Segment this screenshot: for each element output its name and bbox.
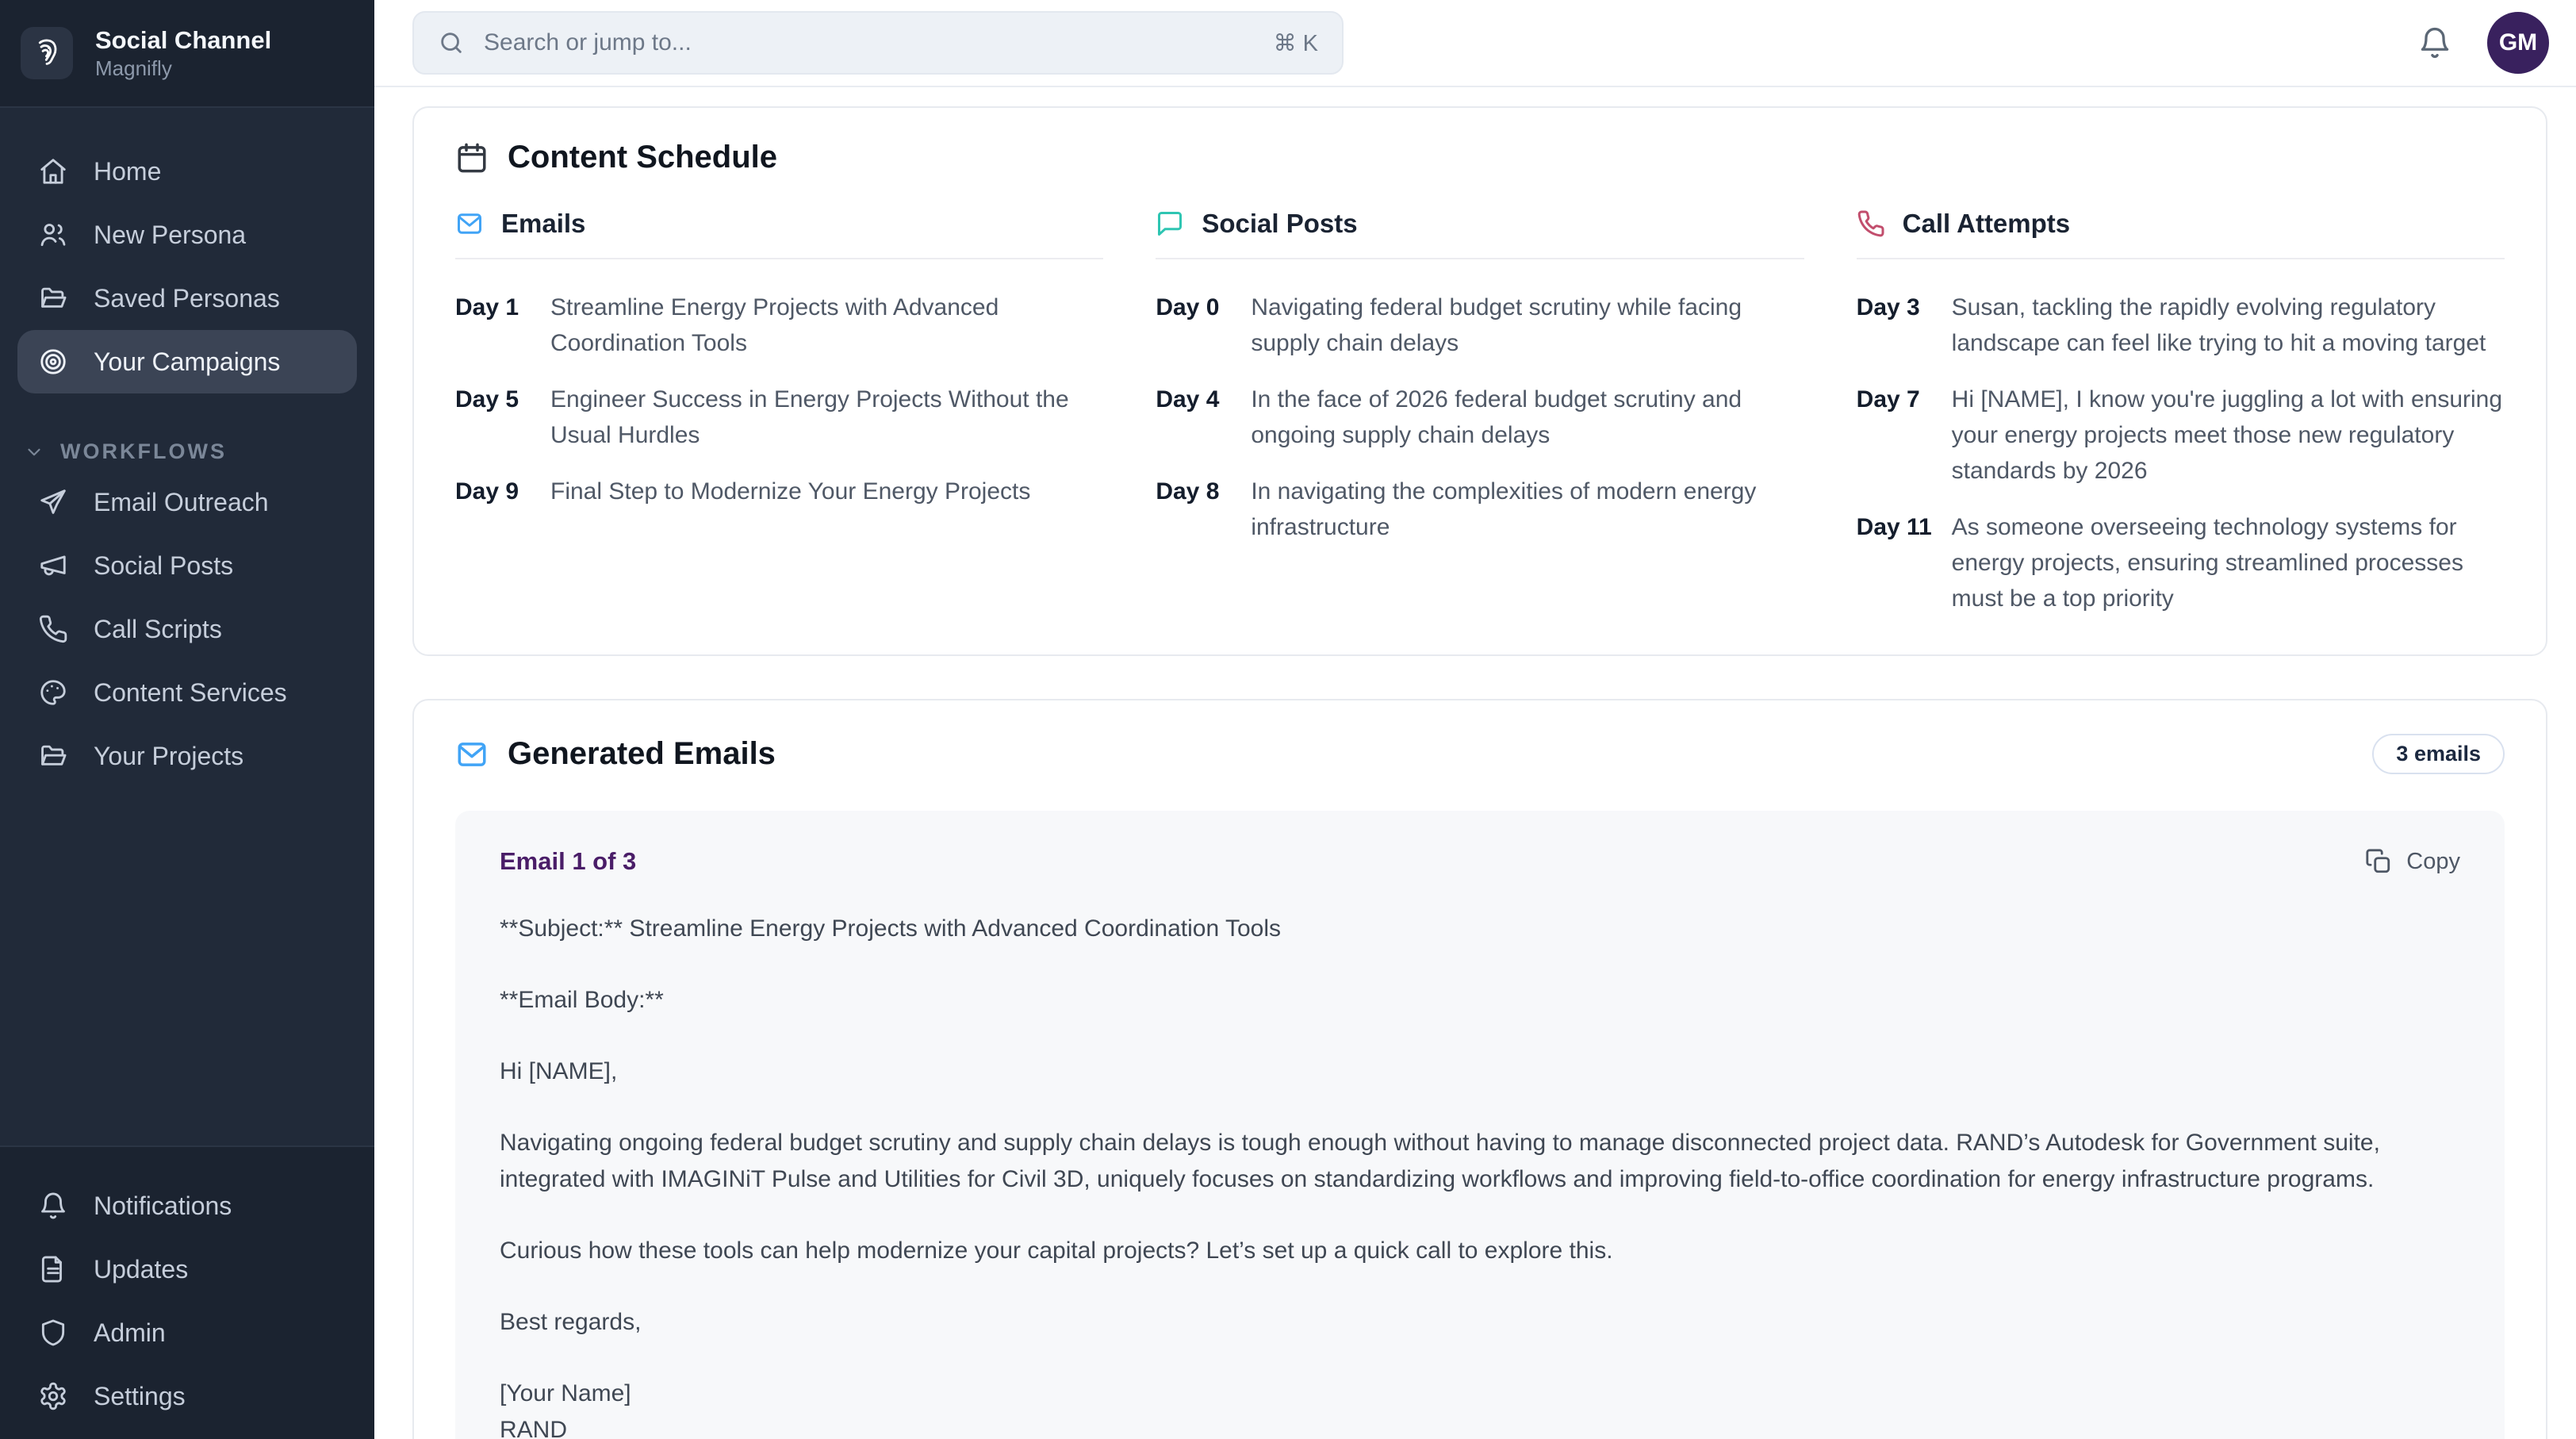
generated-emails-header <box>455 734 2505 774</box>
send-icon <box>38 487 68 517</box>
sidebar-item-label: Your Projects <box>94 741 244 770</box>
emails-count-badge: 3 emails <box>2372 734 2505 774</box>
email-panel <box>455 811 2505 1439</box>
schedule-row <box>455 290 1103 361</box>
day-label: Day 7 <box>1856 386 1920 413</box>
sidebar-item-label: Email Outreach <box>94 487 269 516</box>
topbar <box>374 0 2576 87</box>
emails-column-header <box>455 209 1103 259</box>
row-text: Navigating federal budget scrutiny while facing supply chain delays <box>1251 294 1742 356</box>
sidebar <box>0 0 374 1439</box>
social-posts-column-title: Social Posts <box>1202 209 1358 238</box>
search-box[interactable] <box>412 11 1344 75</box>
email-signoff: Best regards, <box>500 1309 642 1335</box>
emails-rows <box>455 290 1103 509</box>
target-icon <box>38 347 68 377</box>
search-icon <box>438 29 465 56</box>
folder-open-icon <box>38 741 68 771</box>
topbar-right <box>2417 12 2549 74</box>
schedule-row <box>1857 509 2505 616</box>
schedule-row <box>1156 382 1804 453</box>
sidebar-item-label: Updates <box>94 1254 189 1284</box>
sidebar-item-updates[interactable] <box>17 1238 357 1301</box>
app-header <box>0 0 374 106</box>
calendar-icon <box>455 141 489 175</box>
email-signature-company: RAND <box>500 1417 568 1439</box>
file-text-icon <box>38 1254 68 1284</box>
row-text: Hi [NAME], I know you're juggling a lot with ensuring your energy projects meet those new regulatory standards by 2026 <box>1951 386 2503 484</box>
app-logo <box>21 27 73 79</box>
sidebar-footer <box>0 1147 374 1439</box>
day-label: Day 8 <box>1156 478 1220 505</box>
generated-emails-card <box>412 699 2547 1439</box>
row-text: In the face of 2026 federal budget scrutiny and ongoing supply chain delays <box>1251 386 1742 448</box>
email-cta-paragraph: Curious how these tools can help modernize your capital projects? Let’s set up a quick call to explore this. <box>500 1238 1613 1264</box>
row-text: In navigating the complexities of modern energy infrastructure <box>1251 478 1757 540</box>
schedule-row <box>455 382 1103 453</box>
schedule-row <box>1156 474 1804 545</box>
copy-button[interactable] <box>2365 848 2460 875</box>
day-label: Day 1 <box>455 294 519 320</box>
email-body-label: **Email Body:** <box>500 987 664 1013</box>
sidebar-item-label: New Persona <box>94 220 247 249</box>
sidebar-item-content-services[interactable] <box>17 661 357 724</box>
day-label: Day 11 <box>1856 514 1932 540</box>
sidebar-nav <box>0 106 374 1147</box>
content-schedule-title: Content Schedule <box>508 140 778 175</box>
generated-emails-title: Generated Emails <box>508 736 776 771</box>
day-label: Day 0 <box>1156 294 1220 320</box>
sidebar-item-settings[interactable] <box>17 1364 357 1428</box>
social-posts-column <box>1156 209 1804 616</box>
content-schedule-card <box>412 106 2547 656</box>
email-signature-name: [Your Name] <box>500 1380 631 1406</box>
day-label: Day 9 <box>455 478 519 505</box>
email-subject-line: **Subject:** Streamline Energy Projects with Advanced Coordination Tools <box>500 915 1281 942</box>
sidebar-item-label: Saved Personas <box>94 283 280 313</box>
call-attempts-rows <box>1857 290 2505 616</box>
sidebar-item-saved-personas[interactable] <box>17 267 357 330</box>
sidebar-item-label: Social Posts <box>94 551 234 580</box>
chat-bubble-icon <box>1156 209 1184 238</box>
app-title-block <box>95 25 271 81</box>
home-icon <box>38 156 68 186</box>
row-text: Final Step to Modernize Your Energy Projects <box>550 478 1031 505</box>
mail-icon <box>455 209 484 238</box>
content-area <box>374 87 2576 1439</box>
schedule-row <box>455 474 1103 509</box>
sidebar-item-label: Settings <box>94 1381 186 1410</box>
phone-icon <box>38 614 68 644</box>
sidebar-item-label: Content Services <box>94 677 287 707</box>
email-panel-header <box>500 847 2460 876</box>
lion-logo-icon <box>30 36 63 70</box>
bell-icon <box>38 1191 68 1221</box>
folder-open-icon <box>38 283 68 313</box>
sidebar-item-social-posts[interactable] <box>17 534 357 597</box>
email-greeting: Hi [NAME], <box>500 1058 618 1084</box>
schedule-row <box>1156 290 1804 361</box>
sidebar-item-email-outreach[interactable] <box>17 470 357 534</box>
chevron-down-icon <box>24 442 44 462</box>
call-attempts-column <box>1857 209 2505 616</box>
phone-icon <box>1857 209 1885 238</box>
emails-column-title: Emails <box>501 209 586 238</box>
emails-column <box>455 209 1103 616</box>
content-schedule-header <box>455 140 2505 175</box>
sidebar-item-label: Notifications <box>94 1191 232 1220</box>
sidebar-item-call-scripts[interactable] <box>17 597 357 661</box>
email-index-title: Email 1 of 3 <box>500 847 637 875</box>
schedule-row <box>1857 290 2505 361</box>
sidebar-item-label: Home <box>94 156 162 186</box>
schedule-columns <box>455 209 2505 616</box>
sidebar-item-label: Call Scripts <box>94 614 222 643</box>
app-subtitle: Magnifly <box>95 56 172 80</box>
gear-icon <box>38 1381 68 1411</box>
call-attempts-column-header <box>1857 209 2505 259</box>
row-text: Susan, tackling the rapidly evolving regulatory landscape can feel like trying to hit a moving target <box>1951 294 2486 356</box>
sidebar-item-label: Admin <box>94 1318 166 1347</box>
sidebar-item-your-projects[interactable] <box>17 724 357 788</box>
day-label: Day 4 <box>1156 386 1220 413</box>
shield-icon <box>38 1318 68 1348</box>
row-text: As someone overseeing technology systems for energy projects, ensuring streamlined processes must be a top priority <box>1951 514 2463 612</box>
day-label: Day 5 <box>455 386 519 413</box>
avatar[interactable]: GM <box>2487 12 2549 74</box>
sidebar-item-new-persona[interactable] <box>17 203 357 267</box>
day-label: Day 3 <box>1856 294 1920 320</box>
palette-icon <box>38 677 68 708</box>
row-text: Engineer Success in Energy Projects Without the Usual Hurdles <box>550 386 1069 448</box>
notifications-bell-icon[interactable] <box>2417 25 2452 60</box>
copy-button-label: Copy <box>2406 848 2460 874</box>
workflows-section-label: WORKFLOWS <box>60 439 227 463</box>
social-posts-rows <box>1156 290 1804 545</box>
search-shortcut: ⌘ K <box>1273 30 1318 56</box>
sidebar-item-home[interactable] <box>17 140 357 203</box>
sidebar-item-admin[interactable] <box>17 1301 357 1364</box>
megaphone-icon <box>38 551 68 581</box>
sidebar-item-notifications[interactable] <box>17 1174 357 1238</box>
email-main-paragraph: Navigating ongoing federal budget scrutiny and supply chain delays is tough enough without having to manage disconnected project data. RAND’s Autodesk for Government suite, integrated with IMAGINiT Pulse and Utilities for Civil 3D, uniquely focuses on standardizing workflows and improving field-to-office coordination for energy infrastructure programs. <box>500 1130 2380 1192</box>
copy-icon <box>2365 848 2392 875</box>
user-plus-icon <box>38 220 68 250</box>
main-area <box>374 0 2576 1439</box>
social-posts-column-header <box>1156 209 1804 259</box>
app-name: Social Channel <box>95 26 272 55</box>
workflows-section-header[interactable] <box>24 439 351 464</box>
schedule-row <box>1857 382 2505 489</box>
search-input[interactable] <box>484 29 1255 56</box>
sidebar-item-label: Your Campaigns <box>94 347 281 376</box>
row-text: Streamline Energy Projects with Advanced Coordination Tools <box>550 294 999 356</box>
mail-icon <box>455 738 489 771</box>
sidebar-item-your-campaigns[interactable] <box>17 330 357 393</box>
call-attempts-column-title: Call Attempts <box>1902 209 2071 238</box>
